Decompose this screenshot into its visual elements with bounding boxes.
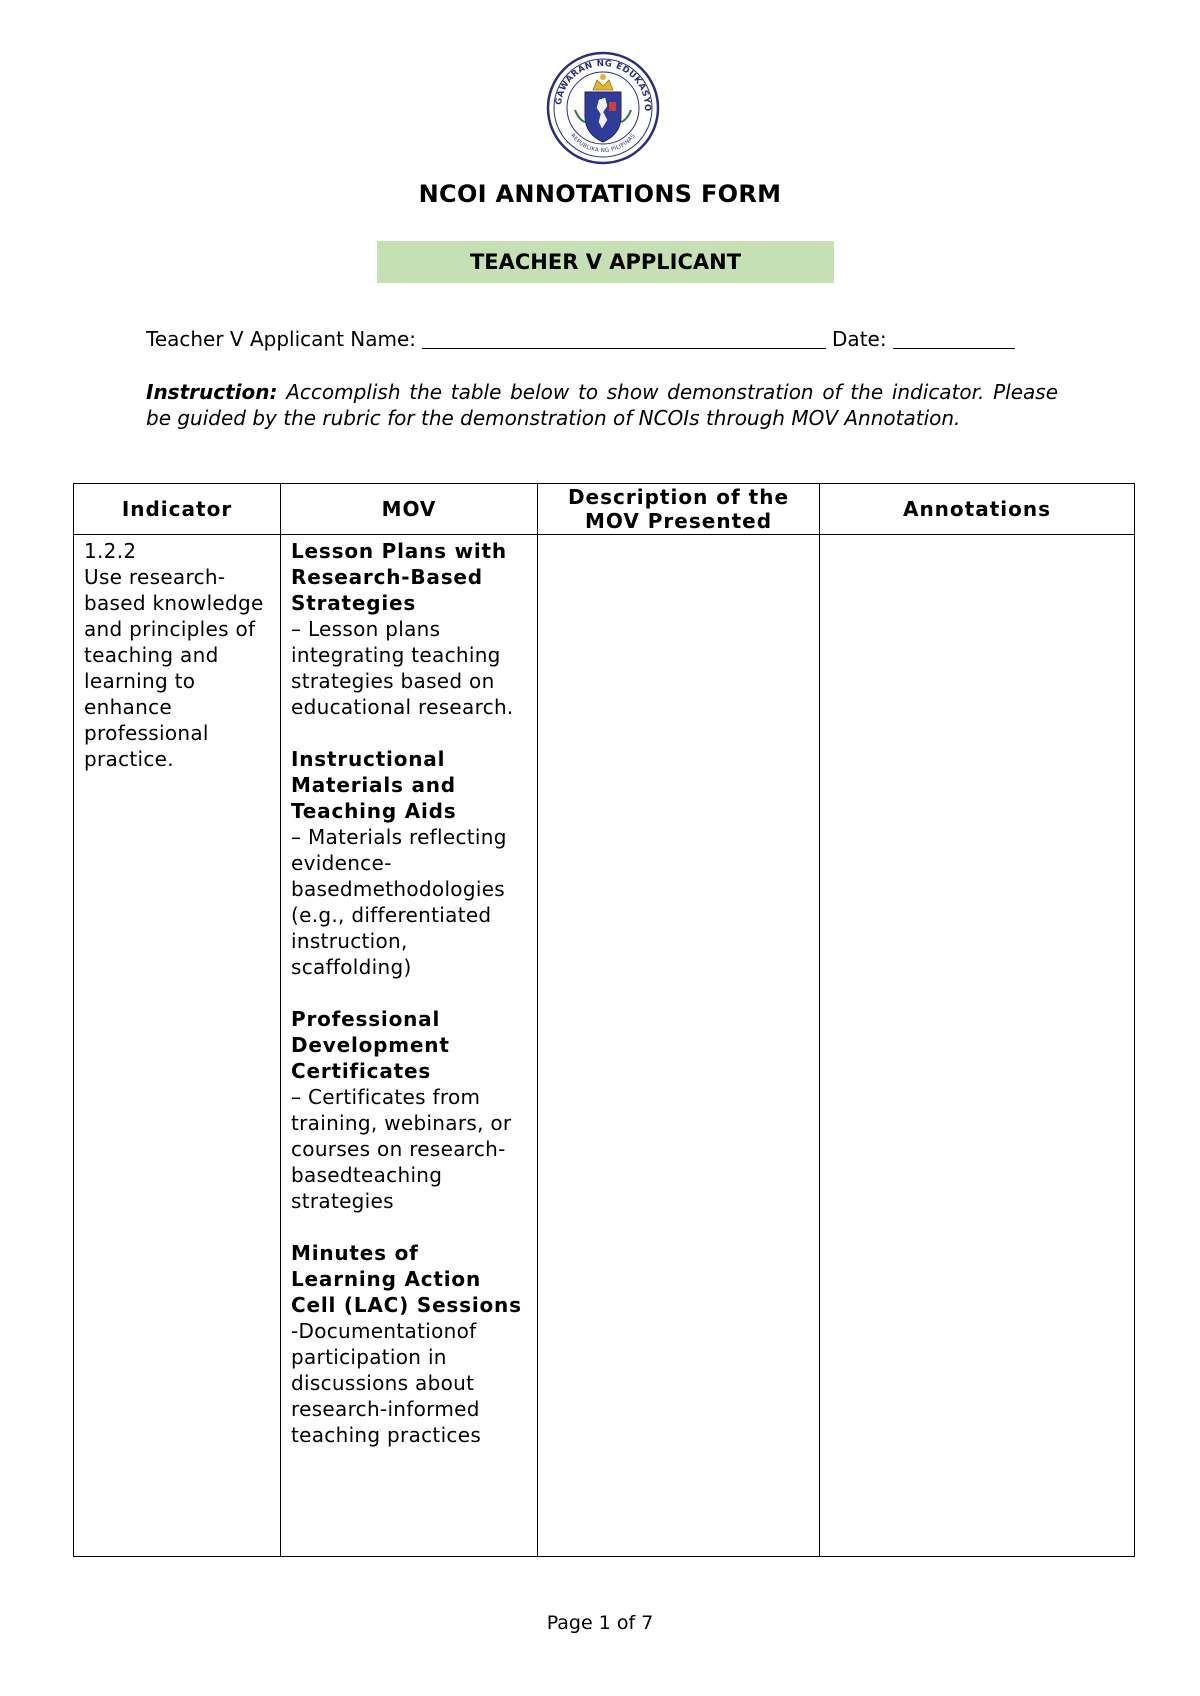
name-field[interactable] [422, 328, 826, 349]
deped-seal-icon [545, 50, 661, 166]
mov-heading: Lesson Plans with Research-Based Strategies [291, 539, 507, 615]
table-header-row [74, 484, 1135, 535]
mov-body: – Certificates from training, webinars, or courses on research-basedteaching strategies [291, 1085, 512, 1213]
seal-ring-text-bottom: REPUBLIKA NG PILIPINAS [569, 133, 637, 155]
instruction-paragraph [146, 380, 1058, 431]
mov-body: – Materials reflecting evidence-basedmethodologies (e.g., differentiated instruction, scaffolding) [291, 825, 507, 979]
date-label: Date: [832, 327, 887, 351]
instruction-text: Accomplish the table below to show demonstration of the indicator. Please be guided by the rubric for the demonstration of NCOIs through MOV Annotation. [146, 380, 1058, 430]
header-indicator: Indicator [74, 484, 281, 535]
mov-heading: Minutes of Learning Action Cell (LAC) Sessions [291, 1241, 522, 1317]
annotations-table [73, 483, 1135, 1557]
mov-heading: Professional Development Certificates [291, 1007, 450, 1083]
description-cell[interactable] [538, 535, 820, 1557]
instruction-label: Instruction: [146, 380, 278, 404]
mov-item [291, 1240, 527, 1448]
applicant-type-banner: TEACHER V APPLICANT [377, 241, 834, 283]
indicator-cell [74, 535, 281, 1557]
date-field[interactable] [893, 328, 1015, 349]
page-title: NCOI ANNOTATIONS FORM [418, 180, 782, 208]
header-description: Description of the MOV Presented [538, 484, 820, 535]
mov-item [291, 538, 527, 720]
applicant-info-line [146, 327, 1015, 351]
indicator-text: Use research-based knowledge and principles of teaching and learning to enhance professional practice. [84, 565, 264, 771]
table-row [74, 535, 1135, 1557]
indicator-code: 1.2.2 [84, 539, 137, 563]
seal-ring-text: GAWARAN NG EDUKASYO [554, 58, 653, 112]
header-mov: MOV [281, 484, 538, 535]
mov-cell [281, 535, 538, 1557]
page-number: Page 1 of 7 [546, 1612, 654, 1634]
mov-item [291, 746, 527, 980]
annotations-cell[interactable] [820, 535, 1135, 1557]
mov-body: -Documentationof participation in discussions about research-informed teaching practices [291, 1319, 482, 1447]
mov-body: – Lesson plans integrating teaching strategies based on educational research. [291, 617, 514, 719]
mov-heading: Instructional Materials and Teaching Aids [291, 747, 457, 823]
mov-item [291, 1006, 527, 1214]
header-annotations: Annotations [820, 484, 1135, 535]
name-label: Teacher V Applicant Name: [146, 327, 417, 351]
